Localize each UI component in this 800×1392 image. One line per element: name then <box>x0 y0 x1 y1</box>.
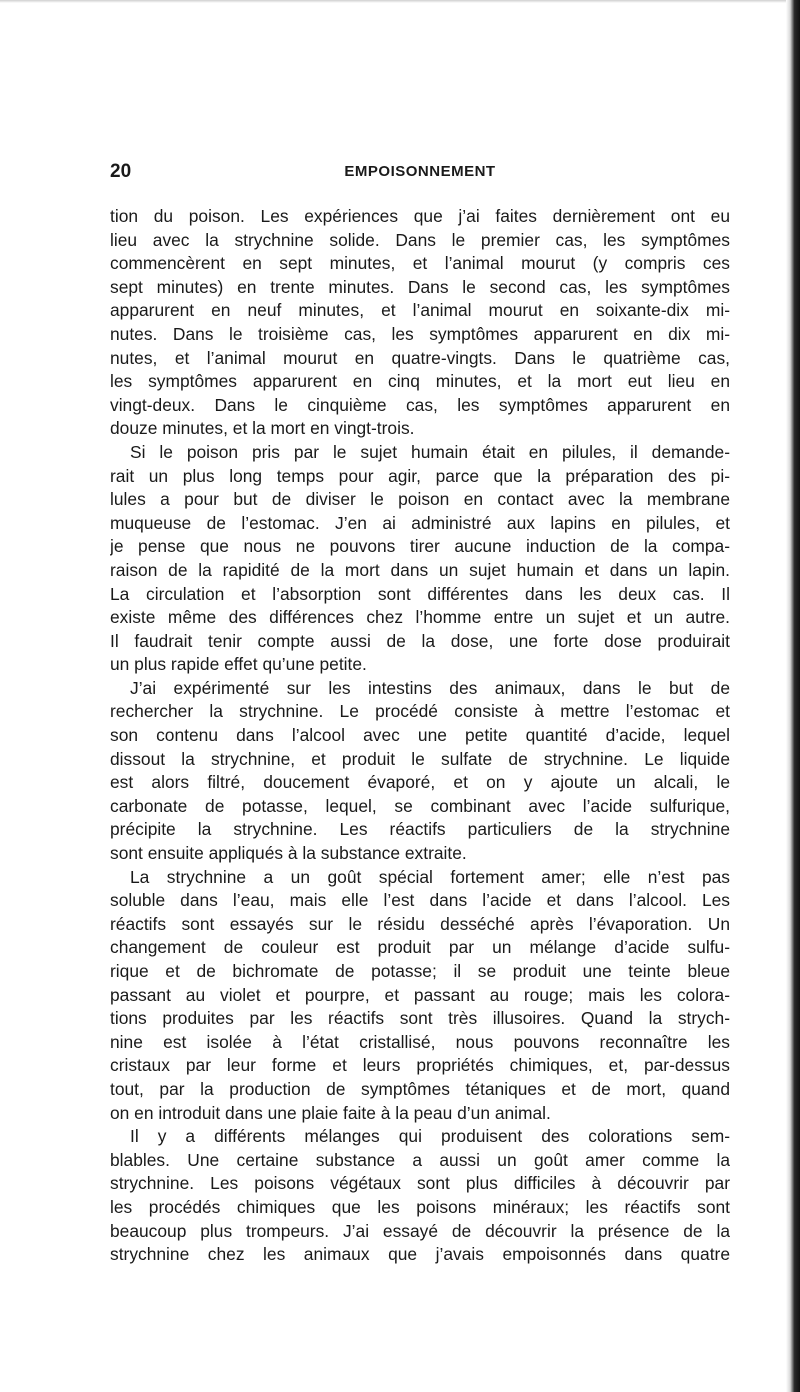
text-line: Il y a différents mélanges qui produisent des colorations sem- <box>130 1126 730 1147</box>
text-line: tion du poison. Les expériences que j’ai faites dernièrement ont eu <box>110 206 730 226</box>
paragraph <box>110 441 730 677</box>
text-line: vingt-deux. Dans le cinquième cas, les symptômes apparurent en <box>110 394 730 415</box>
text-line: changement de couleur est produit par un mélange d’acide sulfu- <box>110 937 730 958</box>
text-line: beaucoup plus trompeurs. J’ai essayé de découvrir la présence de la <box>110 1220 730 1241</box>
page-top-shadow <box>0 0 800 3</box>
text-line: nine est isolée à l’état cristallisé, nous pouvons reconnaître les <box>110 1031 730 1052</box>
paragraph <box>110 1125 730 1267</box>
text-line: Si le poison pris par le sujet humain était en pilules, il demande- <box>130 441 730 462</box>
text-line: raison de la rapidité de la mort dans un sujet humain et dans un lapin. <box>110 559 730 580</box>
text-line: blables. Une certaine substance a aussi un goût amer comme la <box>110 1149 730 1170</box>
text-line: soluble dans l’eau, mais elle l’est dans l’acide et dans l’alcool. Les <box>110 890 730 911</box>
running-title: EMPOISONNEMENT <box>344 163 496 180</box>
text-line: J’ai expérimenté sur les intestins des animaux, dans le but de <box>130 677 730 698</box>
paragraph <box>110 866 730 1126</box>
text-line: muqueuse de l’estomac. J’en ai administré aux lapins en pilules, et <box>110 512 730 533</box>
page-number: 20 <box>110 161 132 182</box>
text-line: carbonate de potasse, lequel, se combinant avec l’acide sulfurique, <box>110 795 730 816</box>
text-line: rait un plus long temps pour agir, parce que la préparation des pi- <box>110 465 730 486</box>
text-line: précipite la strychnine. Les réactifs particuliers de la strychnine <box>110 819 730 840</box>
text-line: lieu avec la strychnine solide. Dans le premier cas, les symptômes <box>110 229 730 250</box>
text-line: sept minutes) en trente minutes. Dans le second cas, les symptômes <box>110 276 730 297</box>
text-line: lules a pour but de diviser le poison en contact avec la membrane <box>110 489 730 510</box>
text-line: son contenu dans l’alcool avec une petite quantité d’acide, lequel <box>110 725 730 746</box>
text-line: cristaux par leur forme et leurs propriétés chimiques, et, par-dessus <box>110 1055 730 1076</box>
text-line: nutes, et l’animal mourut en quatre-vingts. Dans le quatrième cas, <box>110 347 730 368</box>
text-line: La circulation et l’absorption sont différentes dans les deux cas. Il <box>110 583 730 604</box>
text-line: rique et de bichromate de potasse; il se produit une teinte bleue <box>110 961 730 981</box>
text-line: les procédés chimiques que les poisons minéraux; les réactifs sont <box>110 1196 730 1217</box>
book-binding-edge <box>786 0 800 1392</box>
text-line: les symptômes apparurent en cinq minutes, et la mort eut lieu en <box>110 371 730 392</box>
text-line: commencèrent en sept minutes, et l’animal mourut (y compris ces <box>110 253 730 274</box>
text-line: tions produites par les réactifs sont très illusoires. Quand la strych- <box>110 1008 730 1029</box>
text-line: passant au violet et pourpre, et passant au rouge; mais les colora- <box>110 984 730 1005</box>
text-line: réactifs sont essayés sur le résidu desséché après l’évaporation. Un <box>110 913 730 934</box>
body-text <box>110 205 730 1267</box>
text-line: dissout la strychnine, et produit le sulfate de strychnine. Le liquide <box>110 748 730 769</box>
text-line: existe même des différences chez l’homme entre un sujet et un autre. <box>110 607 730 628</box>
text-line: La strychnine a un goût spécial fortement amer; elle n’est pas <box>130 866 730 887</box>
text-line: je pense que nous ne pouvons tirer aucune induction de la compa- <box>110 536 730 557</box>
text-line: apparurent en neuf minutes, et l’animal mourut en soixante-dix mi- <box>110 300 730 321</box>
text-line: strychnine. Les poisons végétaux sont plus difficiles à découvrir par <box>110 1173 730 1194</box>
text-line: un plus rapide effet qu’une petite. <box>110 654 367 675</box>
text-line: nutes. Dans le troisième cas, les symptômes apparurent en dix mi- <box>110 323 730 344</box>
text-line: Il faudrait tenir compte aussi de la dose, une forte dose produirait <box>110 630 730 651</box>
text-line: sont ensuite appliqués à la substance extraite. <box>110 843 467 864</box>
text-line: douze minutes, et la mort en vingt-trois. <box>110 418 415 439</box>
page-header <box>110 161 730 185</box>
text-line: on en introduit dans une plaie faite à la peau d’un animal. <box>110 1102 551 1123</box>
paragraph <box>110 205 730 441</box>
text-line: strychnine chez les animaux que j’avais empoisonnés dans quatre <box>110 1244 730 1265</box>
text-line: est alors filtré, doucement évaporé, et on y ajoute un alcali, le <box>110 772 730 793</box>
text-line: rechercher la strychnine. Le procédé consiste à mettre l’estomac et <box>110 701 730 722</box>
paragraph <box>110 677 730 866</box>
text-line: tout, par la production de symptômes tétaniques et de mort, quand <box>110 1078 730 1099</box>
